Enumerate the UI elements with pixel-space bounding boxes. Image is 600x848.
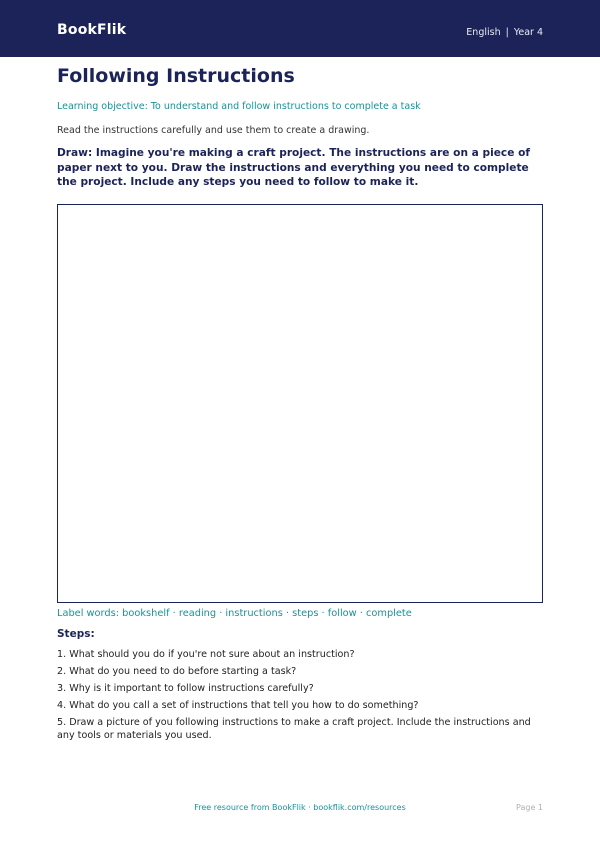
steps-list: [57, 648, 547, 746]
step-item: 1. What should you do if you're not sure about an instruction?: [57, 649, 355, 660]
subject-year-label: [466, 27, 543, 38]
learning-objective: Learning objective: To understand and follow instructions to complete a task: [57, 101, 421, 112]
drawing-area[interactable]: [57, 204, 543, 603]
subject-label: English: [466, 27, 501, 38]
separator: |: [505, 27, 509, 38]
year-label: Year 4: [513, 27, 543, 38]
footer-resource-link[interactable]: Free resource from BookFlik · bookflik.com/resources: [194, 803, 406, 812]
steps-heading: Steps:: [57, 628, 95, 640]
brand-logo: BookFlik: [57, 22, 127, 38]
draw-prompt: Draw: Imagine you're making a craft project. The instructions are on a piece of paper next to you. Draw the instructions and everything you need to complete the project. Include any steps you need to follow to make it.: [57, 147, 530, 188]
page-header: [0, 0, 600, 57]
step-item: 2. What do you need to do before starting a task?: [57, 666, 297, 677]
page-title: Following Instructions: [57, 65, 295, 87]
step-item: 4. What do you call a set of instructions that tell you how to do something?: [57, 700, 419, 711]
page-number: Page 1: [516, 803, 543, 812]
intro-text: Read the instructions carefully and use them to create a drawing.: [57, 125, 370, 136]
step-item: 3. Why is it important to follow instructions carefully?: [57, 683, 314, 694]
label-words: Label words: bookshelf · reading · instructions · steps · follow · complete: [57, 608, 412, 619]
step-item: 5. Draw a picture of you following instructions to make a craft project. Include the instructions and any tools or materials you used.: [57, 717, 531, 741]
